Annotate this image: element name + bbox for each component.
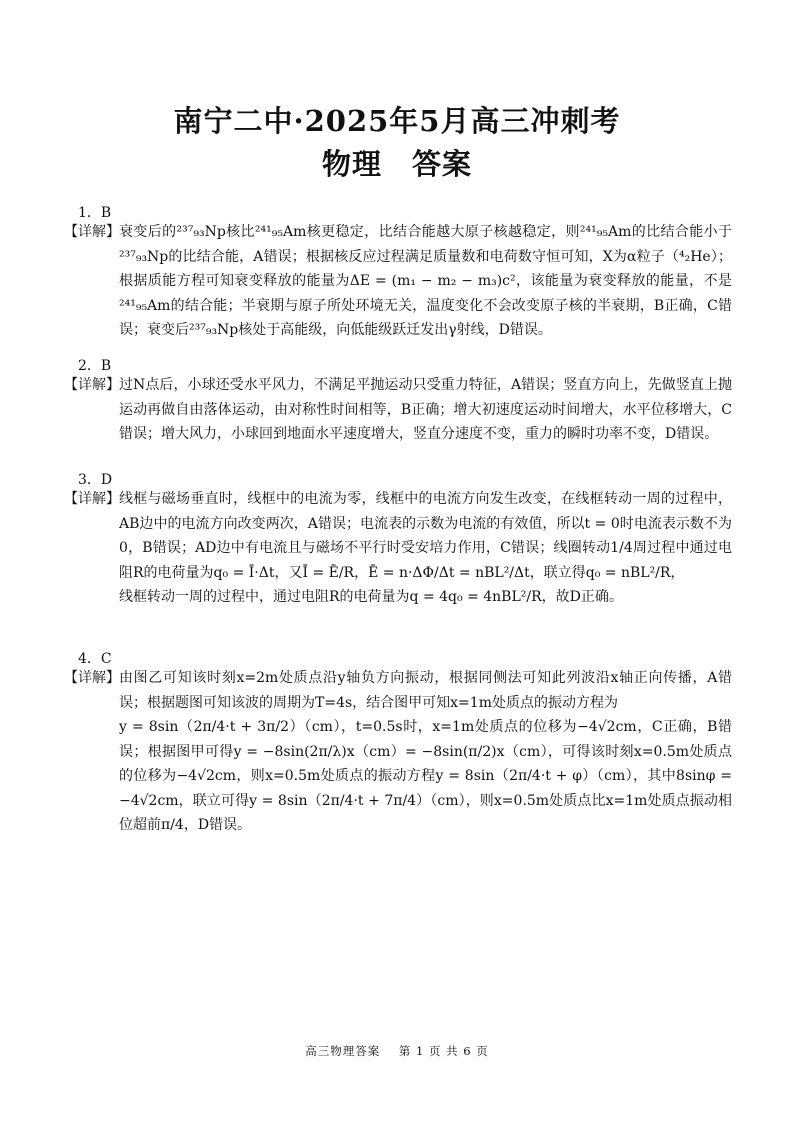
question-number: 4．C	[78, 651, 112, 667]
detail-text: 由图乙可知该时刻x=2m处质点沿y轴负方向振动，根据同侧法可知此列波沿x轴正向传播，A错误；根据题图可知该波的周期为T=4s，结合图甲可知x=1m处质点的振动方程为	[119, 670, 732, 711]
detail-text: 线框转动一周的过程中，通过电阻R的电荷量为q = 4q₀ = 4nBL²/R，故D正确。	[119, 589, 623, 605]
question-number: 2．B	[78, 358, 112, 374]
detail-tag: 【详解】	[64, 224, 120, 240]
footer-subject: 高三物理答案	[305, 1044, 381, 1058]
page-subtitle: 物理 答案	[321, 147, 472, 181]
detail-text: 衰变后的²³⁷₉₃Np核比²⁴¹₉₅Am核更稳定，比结合能越大原子核越稳定，则²⁴¹₉₅Am的比结合能小于²³⁷₉₃Np的比结合能，A错误；根据核反应过程满足质量数和电荷数守恒可知，X为α粒子（⁴₂He）；根据质能方程可知衰变释放的能量为ΔE = (m₁ − m₂ − m₃)c²，该能量为衰变释放的能量，不是²⁴¹₉₅Am的结合能；半衰期与原子所处环境无关，温度变化不会改变原子核的半衰期，B正确，C错误；衰变后²³⁷₉₃Np核处于高能级，向低能级跃迁发出γ射线，D错误。	[119, 224, 732, 338]
page-title: 南宁二中·2025年5月高三冲刺考	[173, 104, 621, 138]
question-detail	[64, 666, 732, 838]
question-detail	[64, 220, 732, 343]
detail-text: 线框与磁场垂直时，线框中的电流为零，线框中的电流方向发生改变，在线框转动一周的过程中，AB边中的电流方向改变两次，A错误；电流表的示数为电流的有效值，所以t = 0时电流表示数不为0，B错误；AD边中有电流且与磁场不平行时受安培力作用，C错误；线圈转动1/4周过程中通过电阻R的电荷量为q₀ = Ī·Δt，又Ī = Ē/R，Ē = n·ΔΦ/Δt = nBL²/Δt，联立得q₀ = nBL²/R，	[119, 491, 732, 581]
question-number: 3．D	[78, 472, 113, 488]
question-detail	[64, 487, 732, 610]
detail-text: y = 8sin（2π/4·t + 3π/2）（cm），t=0.5s时，x=1m处质点的位移为−4√2cm，C正确，B错误；根据图甲可得y = −8sin(2π/λ)x（cm）= −8sin(π/2)x（cm），可得该时刻x=0.5m处质点的位移为−4√2cm，则x=0.5m处质点的振动方程y = 8sin（2π/4·t + φ）（cm），其中8sinφ = −4√2cm，联立可得y = 8sin（2π/4·t + 7π/4）（cm），则x=0.5m处质点比x=1m处质点振动相位超前π/4，D错误。	[119, 719, 732, 833]
detail-text: 过N点后，小球还受水平风力，不满足平抛运动只受重力特征，A错误；竖直方向上，先做竖直上抛运动再做自由落体运动，由对称性时间相等，B正确；增大初速度运动时间增大，水平位移增大，C错误；增大风力，小球回到地面水平速度增大，竖直分速度不变，重力的瞬时功率不变，D错误。	[119, 377, 732, 442]
detail-tag: 【详解】	[64, 670, 120, 686]
detail-tag: 【详解】	[64, 491, 120, 507]
detail-tag: 【详解】	[64, 377, 120, 393]
question-detail	[64, 373, 732, 447]
question-number: 1．B	[78, 205, 112, 221]
page-footer	[0, 1043, 794, 1059]
footer-page-number: 第 1 页 共 6 页	[398, 1044, 489, 1058]
